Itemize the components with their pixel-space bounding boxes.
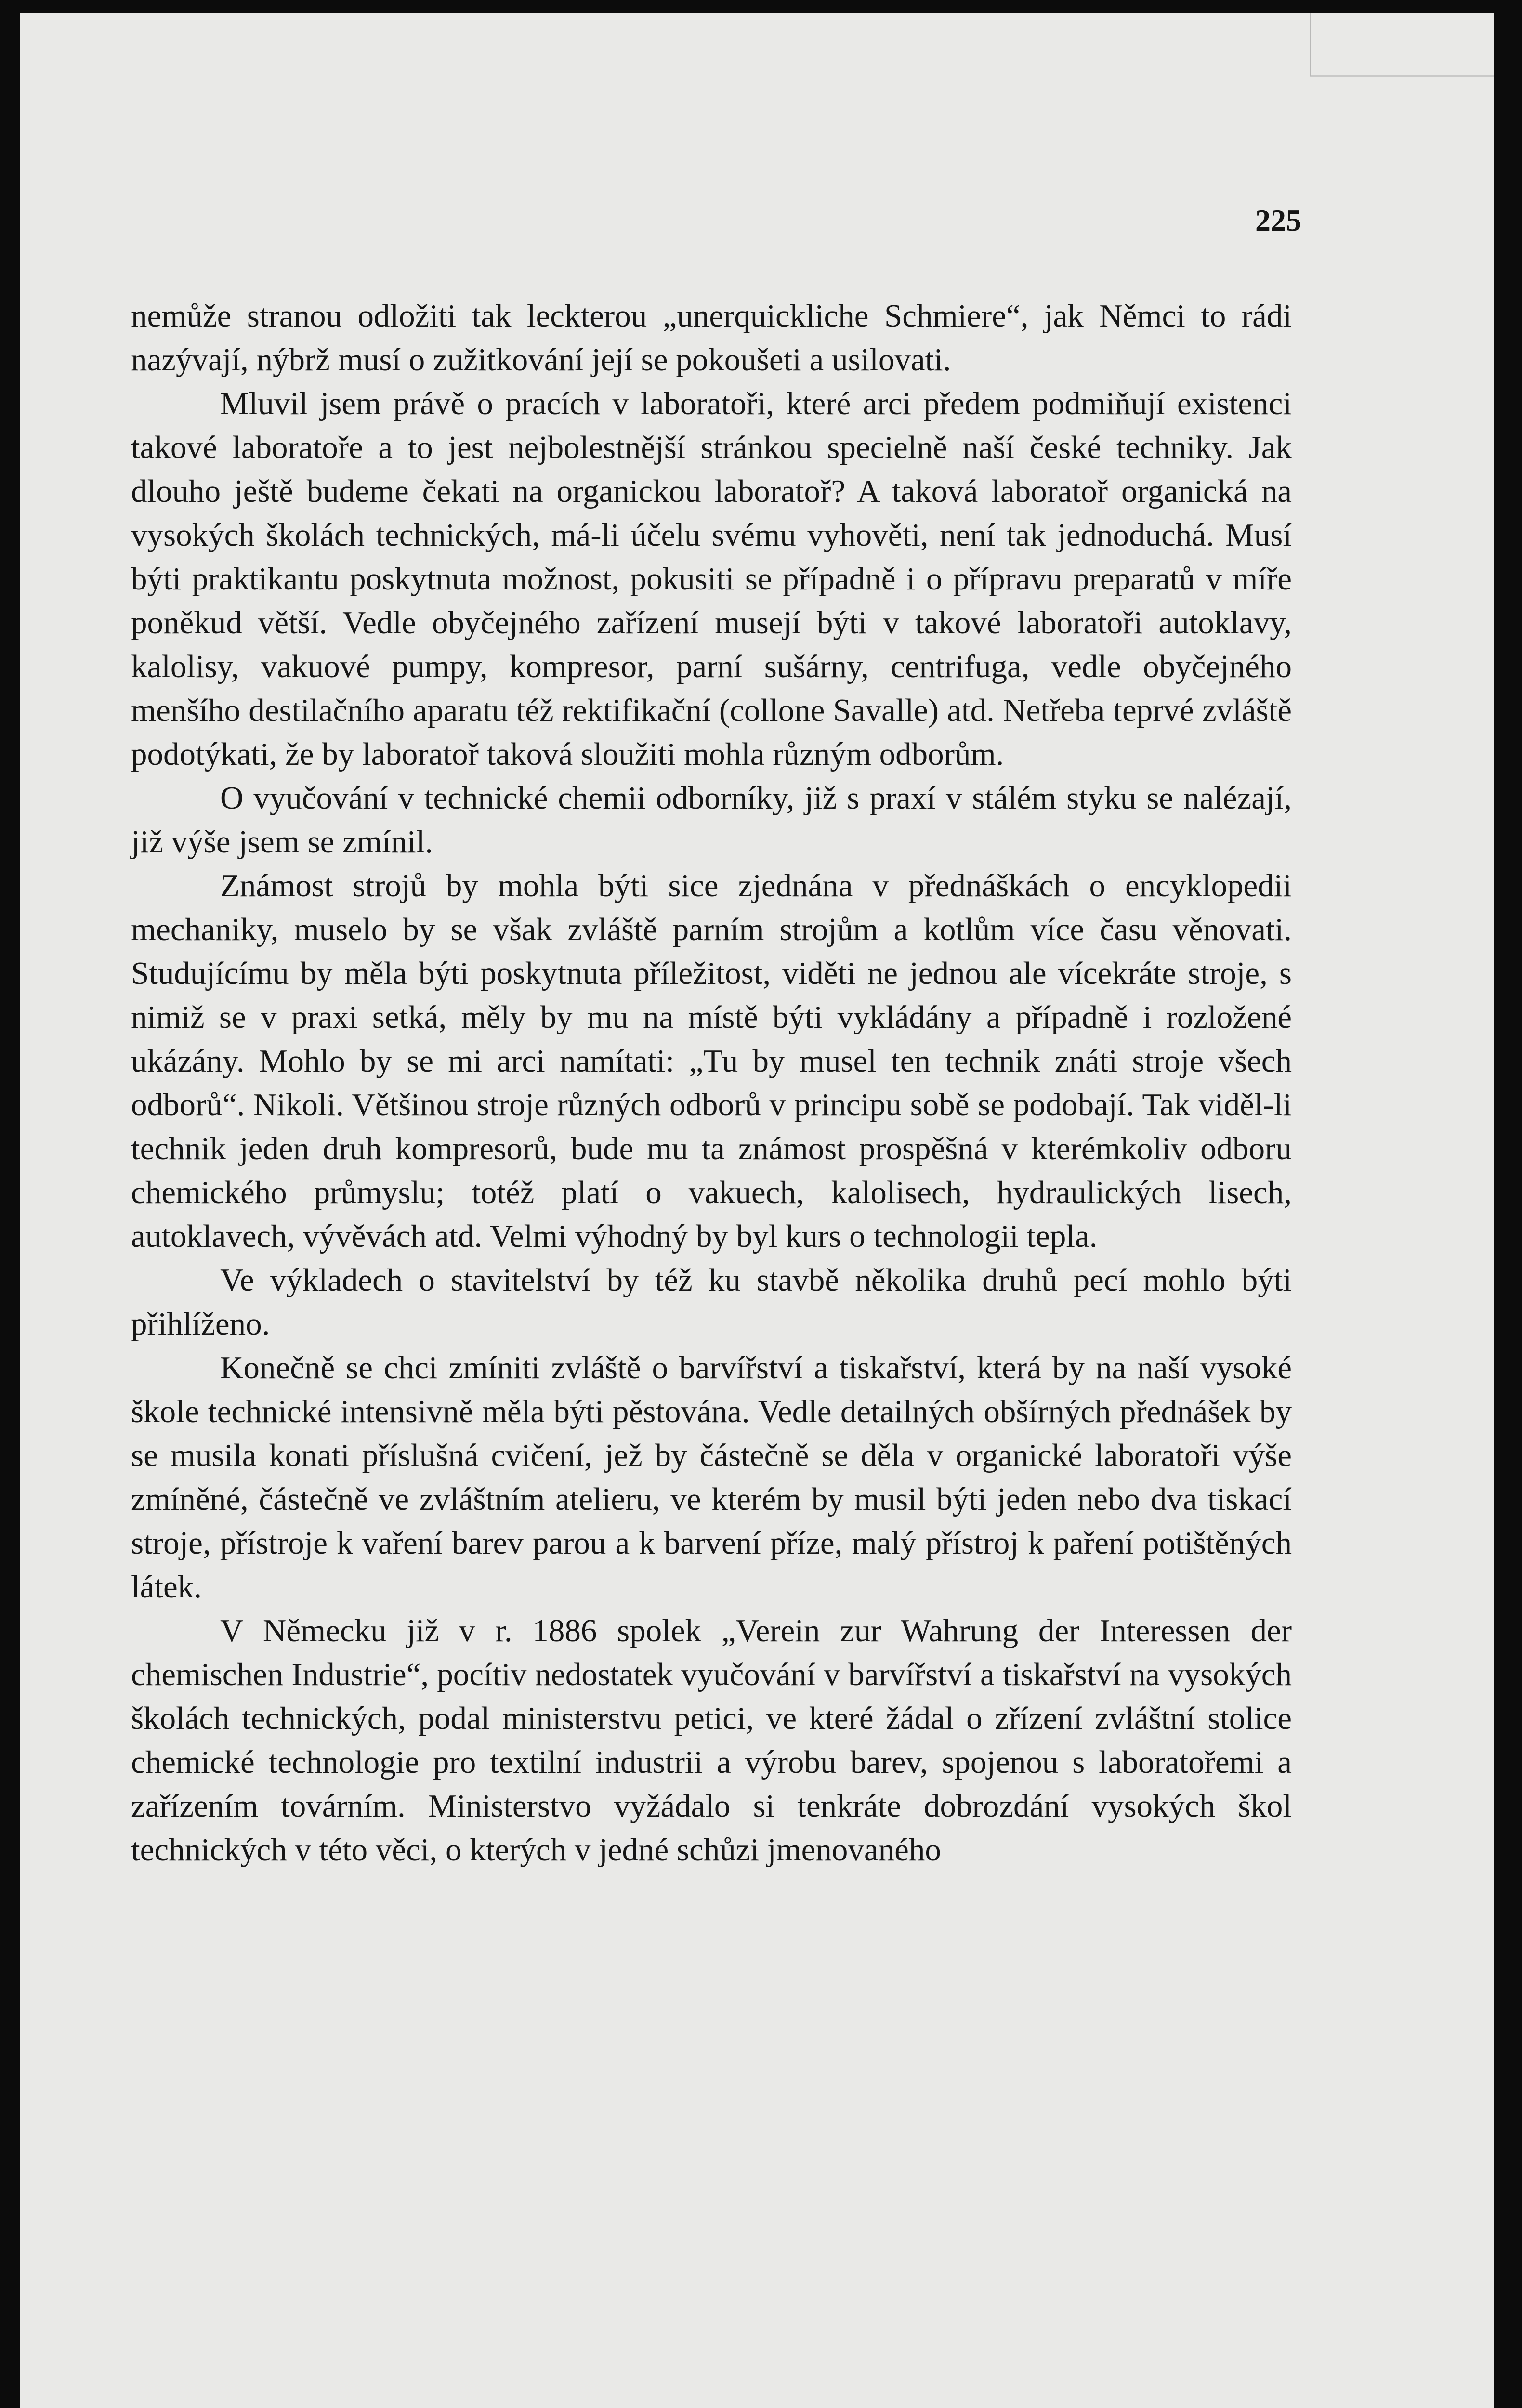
page-number: 225 — [1255, 203, 1301, 237]
paragraph: O vyučování v technické chemii odborníky, již s praxí v stálém styku se nalézají, již výše jsem se zmínil. — [131, 780, 1292, 860]
paragraph: Ve výkladech o stavitelství by též ku stavbě několika druhů pecí mohlo býti přihlíženo. — [131, 1262, 1292, 1342]
paragraph: Známost strojů by mohla býti sice zjednána v přednáškách o encyklopedii mechaniky, muselo by se však zvláště parním strojům a kotlům více času věnovati. Studujícímu by měla býti poskytnuta příležitost, viděti ne jednou ale vícekráte stroje, s nimiž se v praxi setká, měly by mu na místě býti vykládány a případně i rozložené ukázány. Mohlo by se mi arci namítati: „Tu by musel ten technik znáti stroje všech odborů“. Nikoli. Většinou stroje různých odborů v principu sobě se podobají. Tak viděl-li technik jeden druh kompresorů, bude mu ta známost prospěšná v kterémkoliv odboru chemického průmyslu; totéž platí o vakuech, kalolisech, hydraulických lisech, autoklavech, vývěvách atd. Velmi výhodný by byl kurs o technologii tepla. — [131, 868, 1292, 1254]
paragraph: Mluvil jsem právě o pracích v laboratoři, které arci předem podmiňují existenci takové laboratoře a to jest nejbolestnější stránkou specielně naší české techniky. Jak dlouho ještě budeme čekati na organickou laboratoř? A taková laboratoř organická na vysokých školách technických, má-li účelu svému vyhověti, není tak jednoduchá. Musí býti praktikantu poskytnuta možnost, pokusiti se případně i o přípravu preparatů v míře poněkud větší. Vedle obyčejného zařízení musejí býti v takové laboratoři autoklavy, kalolisy, vakuové pumpy, kompresor, parní sušárny, centrifuga, vedle obyčejného menšího destilačního aparatu též rektifikační (collone Savalle) atd. Netřeba teprvé zvláště podotýkati, že by laboratoř taková sloužiti mohla různým odborům. — [131, 386, 1292, 772]
paragraph: Konečně se chci zmíniti zvláště o barvířství a tiskařství, která by na naší vysoké škole technické intensivně měla býti pěstována. Vedle detailných obšírných přednášek by se musila konati příslušná cvičení, jež by částečně se děla v organické laboratoři výše zmíněné, částečně ve zvláštním atelieru, ve kterém by musil býti jeden nebo dva tiskací stroje, přístroje k vaření barev parou a k barvení příze, malý přístroj k paření potištěných látek. — [131, 1350, 1292, 1605]
book-page — [20, 13, 1494, 2408]
scan-edge-mark — [1310, 13, 1494, 77]
paragraph: nemůže stranou odložiti tak leckterou „unerquickliche Schmiere“, jak Němci to rádi nazývají, nýbrž musí o zužitkování její se pokoušeti a usilovati. — [131, 298, 1292, 378]
body-text — [131, 294, 1292, 1872]
paragraph: V Německu již v r. 1886 spolek „Verein zur Wahrung der Interessen der chemischen Industrie“, pocítiv nedostatek vyučování v barvířství a tiskařství na vysokých školách technických, podal ministerstvu petici, ve které žádal o zřízení zvláštní stolice chemické technologie pro textilní industrii a výrobu barev, spojenou s laboratořemi a zařízením továrním. Ministerstvo vyžádalo si tenkráte dobrozdání vysokých škol technických v této věci, o kterých v jedné schůzi jmenovaného — [131, 1613, 1292, 1868]
